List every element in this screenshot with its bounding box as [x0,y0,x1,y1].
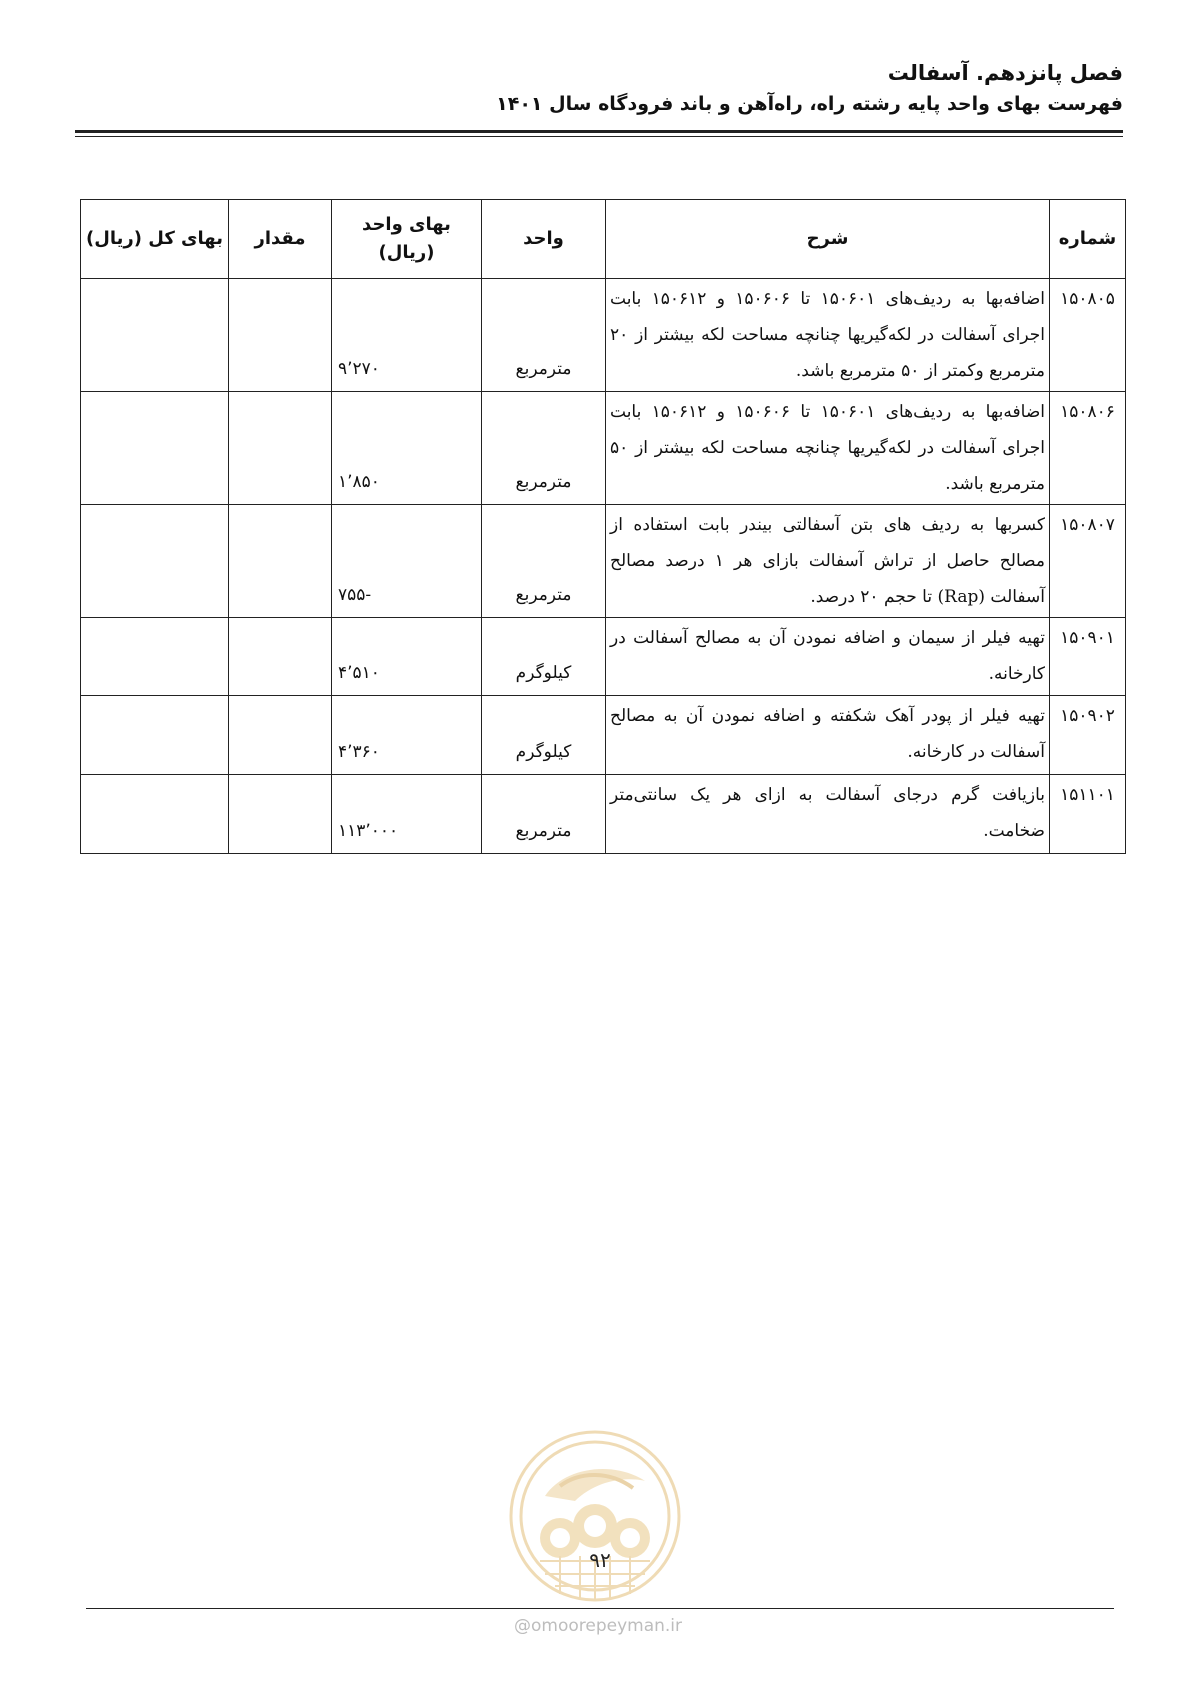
page-header [75,58,1123,118]
omoorepeyman-seal-icon [505,1426,685,1606]
item-total [81,696,229,775]
item-total [81,505,229,618]
column-header-quantity: مقدار [229,200,332,279]
item-description: اضافه‌بها به ردیف‌های ۱۵۰۶۰۱ تا ۱۵۰۶۰۶ و ۱۵۰۶۱۲ بابت اجرای آسفالت در لکه‌گیریها چنانچه مساحت لکه بیشتر از ۵۰ مترمربع باشد. [606,392,1050,505]
footer-rule [86,1608,1114,1609]
header-rule-thick [75,130,1123,133]
header-rule-thin [75,136,1123,137]
item-code: ۱۵۰۸۰۵ [1050,279,1126,392]
table-row [81,775,1126,854]
table-row [81,696,1126,775]
item-unit-price: ۴٬۳۶۰ [332,696,482,775]
item-unit: مترمربع [482,505,606,618]
item-code: ۱۵۰۸۰۶ [1050,392,1126,505]
column-header-unit-price-label: بهای واحد [362,214,451,235]
item-unit-price: -۷۵۵ [332,505,482,618]
item-quantity [229,392,332,505]
table-row [81,505,1126,618]
item-quantity [229,696,332,775]
item-code: ۱۵۰۹۰۲ [1050,696,1126,775]
table-row [81,618,1126,696]
item-code: ۱۵۱۱۰۱ [1050,775,1126,854]
item-description: بازیافت گرم درجای آسفالت به ازای هر یک سانتی‌متر ضخامت. [606,775,1050,854]
item-unit: مترمربع [482,392,606,505]
column-header-unit-price [332,200,482,279]
item-unit-price: ۱٬۸۵۰ [332,392,482,505]
item-code: ۱۵۰۹۰۱ [1050,618,1126,696]
item-unit: کیلوگرم [482,618,606,696]
item-code: ۱۵۰۸۰۷ [1050,505,1126,618]
item-unit-price: ۹٬۲۷۰ [332,279,482,392]
price-list-title: فهرست بهای واحد پایه رشته راه، راه‌آهن و باند فرودگاه سال ۱۴۰۱ [496,93,1123,115]
column-header-description: شرح [606,200,1050,279]
column-header-unit: واحد [482,200,606,279]
column-header-code: شماره [1050,200,1126,279]
item-unit-price: ۱۱۳٬۰۰۰ [332,775,482,854]
item-description: اضافه‌بها به ردیف‌های ۱۵۰۶۰۱ تا ۱۵۰۶۰۶ و ۱۵۰۶۱۲ بابت اجرای آسفالت در لکه‌گیریها چنانچه مساحت لکه بیشتر از ۲۰ مترمربع وکمتر از ۵۰ مترمربع باشد. [606,279,1050,392]
website-link[interactable]: @omoorepeyman.ir [513,1616,683,1636]
item-unit: مترمربع [482,775,606,854]
chapter-title: فصل پانزدهم. آسفالت [887,61,1123,85]
item-total [81,279,229,392]
column-header-total: بهای کل (ریال) [81,200,229,279]
item-unit-price: ۴٬۵۱۰ [332,618,482,696]
price-items-table [80,199,1126,854]
item-description: تهیه فیلر از پودر آهک شکفته و اضافه نمودن آن به مصالح آسفالت در کارخانه. [606,696,1050,775]
item-quantity [229,279,332,392]
table-header-row [81,200,1126,279]
item-quantity [229,505,332,618]
item-description: کسربها به ردیف های بتن آسفالتی بیندر بابت استفاده از مصالح حاصل از تراش آسفالت بازای هر ۱ درصد مصالح آسفالت (Rap) تا حجم ۲۰ درصد. [606,505,1050,618]
table-row [81,279,1126,392]
item-unit: کیلوگرم [482,696,606,775]
table-row [81,392,1126,505]
column-header-unit-price-currency: (ریال) [378,242,435,263]
item-description: تهیه فیلر از سیمان و اضافه نمودن آن به مصالح آسفالت در کارخانه. [606,618,1050,696]
item-total [81,775,229,854]
item-quantity [229,775,332,854]
item-total [81,392,229,505]
page-number: ۹۲ [589,1548,611,1572]
item-total [81,618,229,696]
item-quantity [229,618,332,696]
item-unit: مترمربع [482,279,606,392]
